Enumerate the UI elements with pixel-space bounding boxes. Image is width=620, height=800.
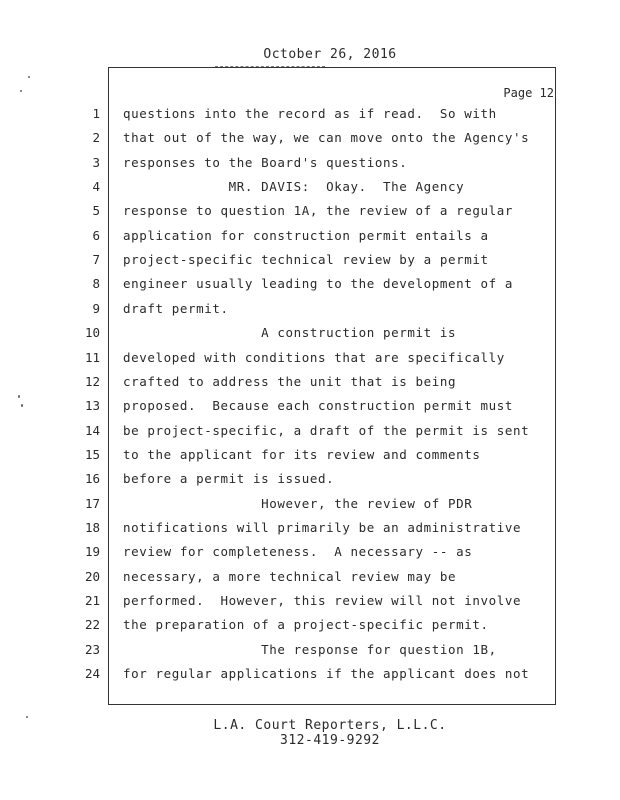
line-number: 19	[84, 544, 100, 560]
transcript-line	[0, 128, 620, 148]
line-text: However, the review of PDR	[123, 495, 473, 511]
line-number: 7	[92, 252, 100, 268]
transcript-line	[0, 469, 620, 489]
transcript-line	[0, 250, 620, 270]
line-text: developed with conditions that are specifically	[123, 349, 505, 365]
line-text: before a permit is issued.	[123, 471, 335, 487]
line-number: 24	[84, 666, 100, 682]
scan-speck	[21, 404, 23, 407]
line-number: 18	[84, 519, 100, 535]
transcript-line	[0, 274, 620, 294]
line-text: A construction permit is	[123, 325, 457, 341]
line-number: 12	[84, 373, 100, 389]
line-number: 1	[92, 106, 100, 121]
line-number: 4	[92, 179, 100, 195]
line-number: 13	[84, 398, 100, 414]
transcript-line	[0, 396, 620, 416]
transcript-line	[0, 372, 620, 392]
line-number: 2	[92, 130, 100, 146]
line-text: engineer usually leading to the development of a	[123, 276, 514, 292]
line-number: 14	[84, 422, 100, 438]
line-text: that out of the way, we can move onto the Agency's	[123, 130, 530, 146]
line-text: response to question 1A, the review of a regular	[123, 203, 514, 219]
line-number: 21	[84, 593, 100, 608]
line-number: 20	[84, 568, 100, 584]
line-number: 10	[84, 325, 100, 341]
footer	[0, 718, 620, 748]
line-text: the preparation of a project-specific permit.	[123, 617, 489, 633]
scan-speck	[26, 716, 28, 718]
line-text: for regular applications if the applicant does not	[123, 666, 530, 682]
transcript-line	[0, 153, 620, 173]
line-text: review for completeness. A necessary -- as	[123, 544, 473, 560]
line-text: questions into the record as if read. So with	[123, 106, 497, 121]
line-number: 15	[84, 446, 100, 462]
line-text: be project-specific, a draft of the permit is sent	[123, 422, 530, 438]
footer-company: L.A. Court Reporters, L.L.C.	[213, 718, 447, 733]
footer-phone: 312-419-9292	[280, 733, 380, 748]
header-date: October 26, 2016	[263, 47, 397, 62]
line-number: 23	[84, 641, 100, 657]
transcript-line	[0, 518, 620, 538]
transcript-line	[0, 567, 620, 587]
line-number: 17	[84, 495, 100, 511]
transcript-line	[0, 640, 620, 660]
line-text: crafted to address the unit that is being	[123, 373, 457, 389]
line-number: 16	[84, 471, 100, 487]
page-label: Page 12	[503, 86, 554, 100]
line-text: draft permit.	[123, 300, 229, 316]
scan-speck	[18, 395, 20, 398]
line-number: 22	[84, 617, 100, 633]
transcript-line	[0, 226, 620, 246]
transcript-line	[0, 348, 620, 368]
scan-speck	[28, 76, 30, 78]
line-text: project-specific technical review by a permit	[123, 252, 489, 268]
transcript-line	[0, 421, 620, 441]
line-text: MR. DAVIS: Okay. The Agency	[123, 179, 465, 195]
transcript-line	[0, 542, 620, 562]
line-text: responses to the Board's questions.	[123, 154, 408, 170]
line-text: proposed. Because each construction permit must	[123, 398, 514, 414]
line-number: 5	[92, 203, 100, 219]
line-text: to the applicant for its review and comments	[123, 446, 481, 462]
scan-speck	[20, 90, 22, 92]
transcript-line	[0, 445, 620, 465]
line-text: performed. However, this review will not involve	[123, 593, 522, 608]
line-text: The response for question 1B,	[123, 641, 497, 657]
transcript-line	[0, 664, 620, 684]
transcript-line	[0, 299, 620, 319]
transcript-line	[0, 201, 620, 221]
line-number: 11	[84, 349, 100, 365]
line-text: application for construction permit entails a	[123, 227, 489, 243]
line-number: 6	[92, 227, 100, 243]
line-text: necessary, a more technical review may be	[123, 568, 457, 584]
transcript-line	[0, 494, 620, 514]
transcript-line	[0, 591, 620, 611]
transcript-line	[0, 177, 620, 197]
transcript-line	[0, 104, 620, 124]
line-text: notifications will primarily be an administrative	[123, 519, 522, 535]
line-number: 3	[92, 154, 100, 170]
transcript-line	[0, 615, 620, 635]
line-number: 8	[92, 276, 100, 292]
transcript-line	[0, 323, 620, 343]
line-number: 9	[92, 300, 100, 316]
